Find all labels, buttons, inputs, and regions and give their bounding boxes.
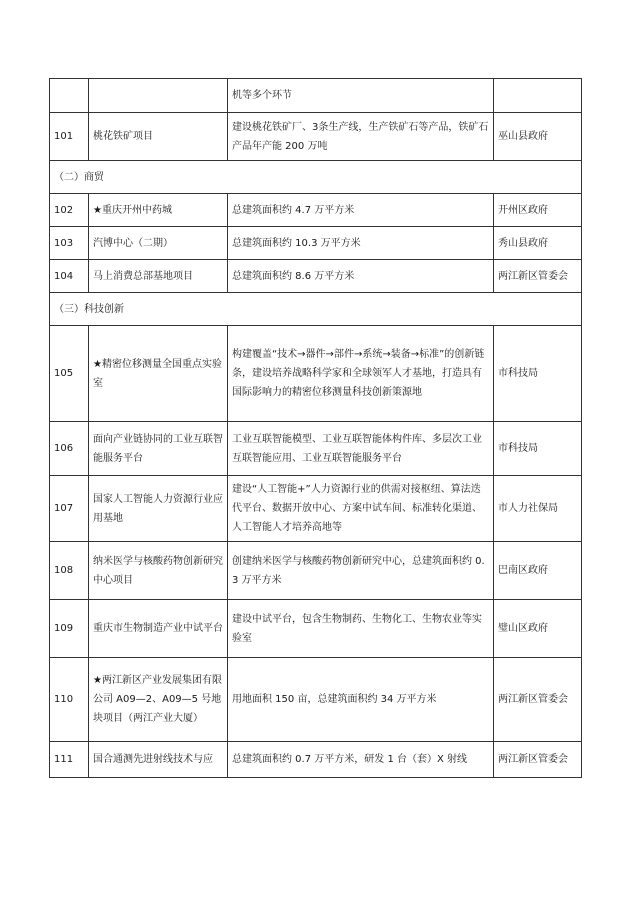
responsible-unit: 市人力社保局 <box>494 476 582 542</box>
row-number: 104 <box>50 260 89 293</box>
project-content: 机等多个环节 <box>228 79 494 113</box>
project-content: 建设“人工智能+”人力资源行业的供需对接枢纽、算法迭代平台、数据开放中心、方案中试车间、标准转化渠道、人工智能人才培养高地等 <box>228 476 494 542</box>
responsible-unit: 秀山县政府 <box>494 227 582 260</box>
responsible-unit: 市科技局 <box>494 422 582 476</box>
table-row <box>50 194 582 227</box>
responsible-unit: 巫山县政府 <box>494 113 582 161</box>
project-name: ★重庆开州中药城 <box>89 194 228 227</box>
table-row <box>50 542 582 600</box>
project-content: 总建筑面积约 10.3 万平方米 <box>228 227 494 260</box>
responsible-unit: 两江新区管委会 <box>494 260 582 293</box>
project-name: 桃花铁矿项目 <box>89 113 228 161</box>
project-name: 汽博中心（二期） <box>89 227 228 260</box>
row-number: 110 <box>50 658 89 742</box>
project-name: 国合通测先进射线技术与应 <box>89 742 228 778</box>
responsible-unit: 巴南区政府 <box>494 542 582 600</box>
project-table <box>49 78 582 778</box>
section-title: （二）商贸 <box>50 161 582 194</box>
table-row <box>50 658 582 742</box>
responsible-unit <box>494 79 582 113</box>
row-number: 109 <box>50 600 89 658</box>
table-row <box>50 227 582 260</box>
row-number: 101 <box>50 113 89 161</box>
project-content: 总建筑面积约 0.7 万平方米，研发 1 台（套）X 射线 <box>228 742 494 778</box>
project-name: 纳米医学与核酸药物创新研究中心项目 <box>89 542 228 600</box>
table-row <box>50 79 582 113</box>
project-name: ★精密位移测量全国重点实验室 <box>89 326 228 422</box>
row-number: 103 <box>50 227 89 260</box>
project-table-body <box>50 79 582 778</box>
project-content: 建设中试平台，包含生物制药、生物化工、生物农业等实验室 <box>228 600 494 658</box>
row-number: 106 <box>50 422 89 476</box>
section-row <box>50 293 582 326</box>
table-row <box>50 742 582 778</box>
row-number: 107 <box>50 476 89 542</box>
row-number <box>50 79 89 113</box>
project-name: 重庆市生物制造产业中试平台 <box>89 600 228 658</box>
row-number: 108 <box>50 542 89 600</box>
responsible-unit: 两江新区管委会 <box>494 742 582 778</box>
responsible-unit: 璧山区政府 <box>494 600 582 658</box>
responsible-unit: 两江新区管委会 <box>494 658 582 742</box>
table-row <box>50 113 582 161</box>
project-content: 总建筑面积约 8.6 万平方米 <box>228 260 494 293</box>
project-content: 建设桃花铁矿厂、3条生产线，生产铁矿石等产品，铁矿石产品年产能 200 万吨 <box>228 113 494 161</box>
project-content: 创建纳米医学与核酸药物创新研究中心，总建筑面积约 0.3 万平方米 <box>228 542 494 600</box>
project-name: 国家人工智能人力资源行业应用基地 <box>89 476 228 542</box>
project-content: 工业互联智能模型、工业互联智能体构件库、多层次工业互联智能应用、工业互联智能服务平台 <box>228 422 494 476</box>
table-row <box>50 600 582 658</box>
table-row <box>50 422 582 476</box>
project-name: 马上消费总部基地项目 <box>89 260 228 293</box>
project-content: 构建覆盖“技术→器件→部件→系统→装备→标准”的创新链条，建设培养战略科学家和全球领军人才基地，打造具有国际影响力的精密位移测量科技创新策源地 <box>228 326 494 422</box>
project-name: ★两江新区产业发展集团有限公司 A09—2、A09—5 号地块项目（两江产业大厦） <box>89 658 228 742</box>
project-content: 用地面积 150 亩，总建筑面积约 34 万平方米 <box>228 658 494 742</box>
row-number: 105 <box>50 326 89 422</box>
table-row <box>50 326 582 422</box>
section-row <box>50 161 582 194</box>
responsible-unit: 开州区政府 <box>494 194 582 227</box>
project-content: 总建筑面积约 4.7 万平方米 <box>228 194 494 227</box>
row-number: 102 <box>50 194 89 227</box>
responsible-unit: 市科技局 <box>494 326 582 422</box>
project-name <box>89 79 228 113</box>
table-row <box>50 476 582 542</box>
table-row <box>50 260 582 293</box>
section-title: （三）科技创新 <box>50 293 582 326</box>
project-name: 面向产业链协同的工业互联智能服务平台 <box>89 422 228 476</box>
row-number: 111 <box>50 742 89 778</box>
